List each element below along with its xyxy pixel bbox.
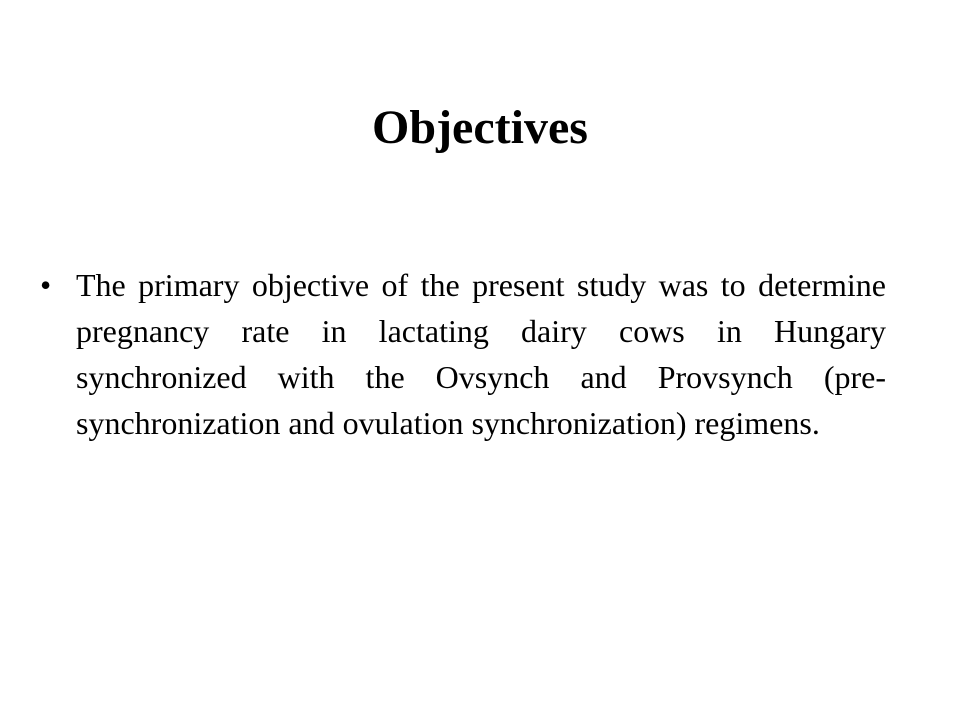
bullet-item bbox=[40, 262, 886, 446]
bullet-text: The primary objective of the present study was to determine pregnancy rate in lactating dairy cows in Hungary synchronized with the Ovsynch and Provsynch (pre-synchronization and ovulation synchronization) regimens. bbox=[76, 267, 886, 441]
slide-title: Objectives bbox=[372, 101, 588, 154]
bullet-marker: • bbox=[40, 267, 52, 303]
bullet-list bbox=[40, 262, 886, 446]
